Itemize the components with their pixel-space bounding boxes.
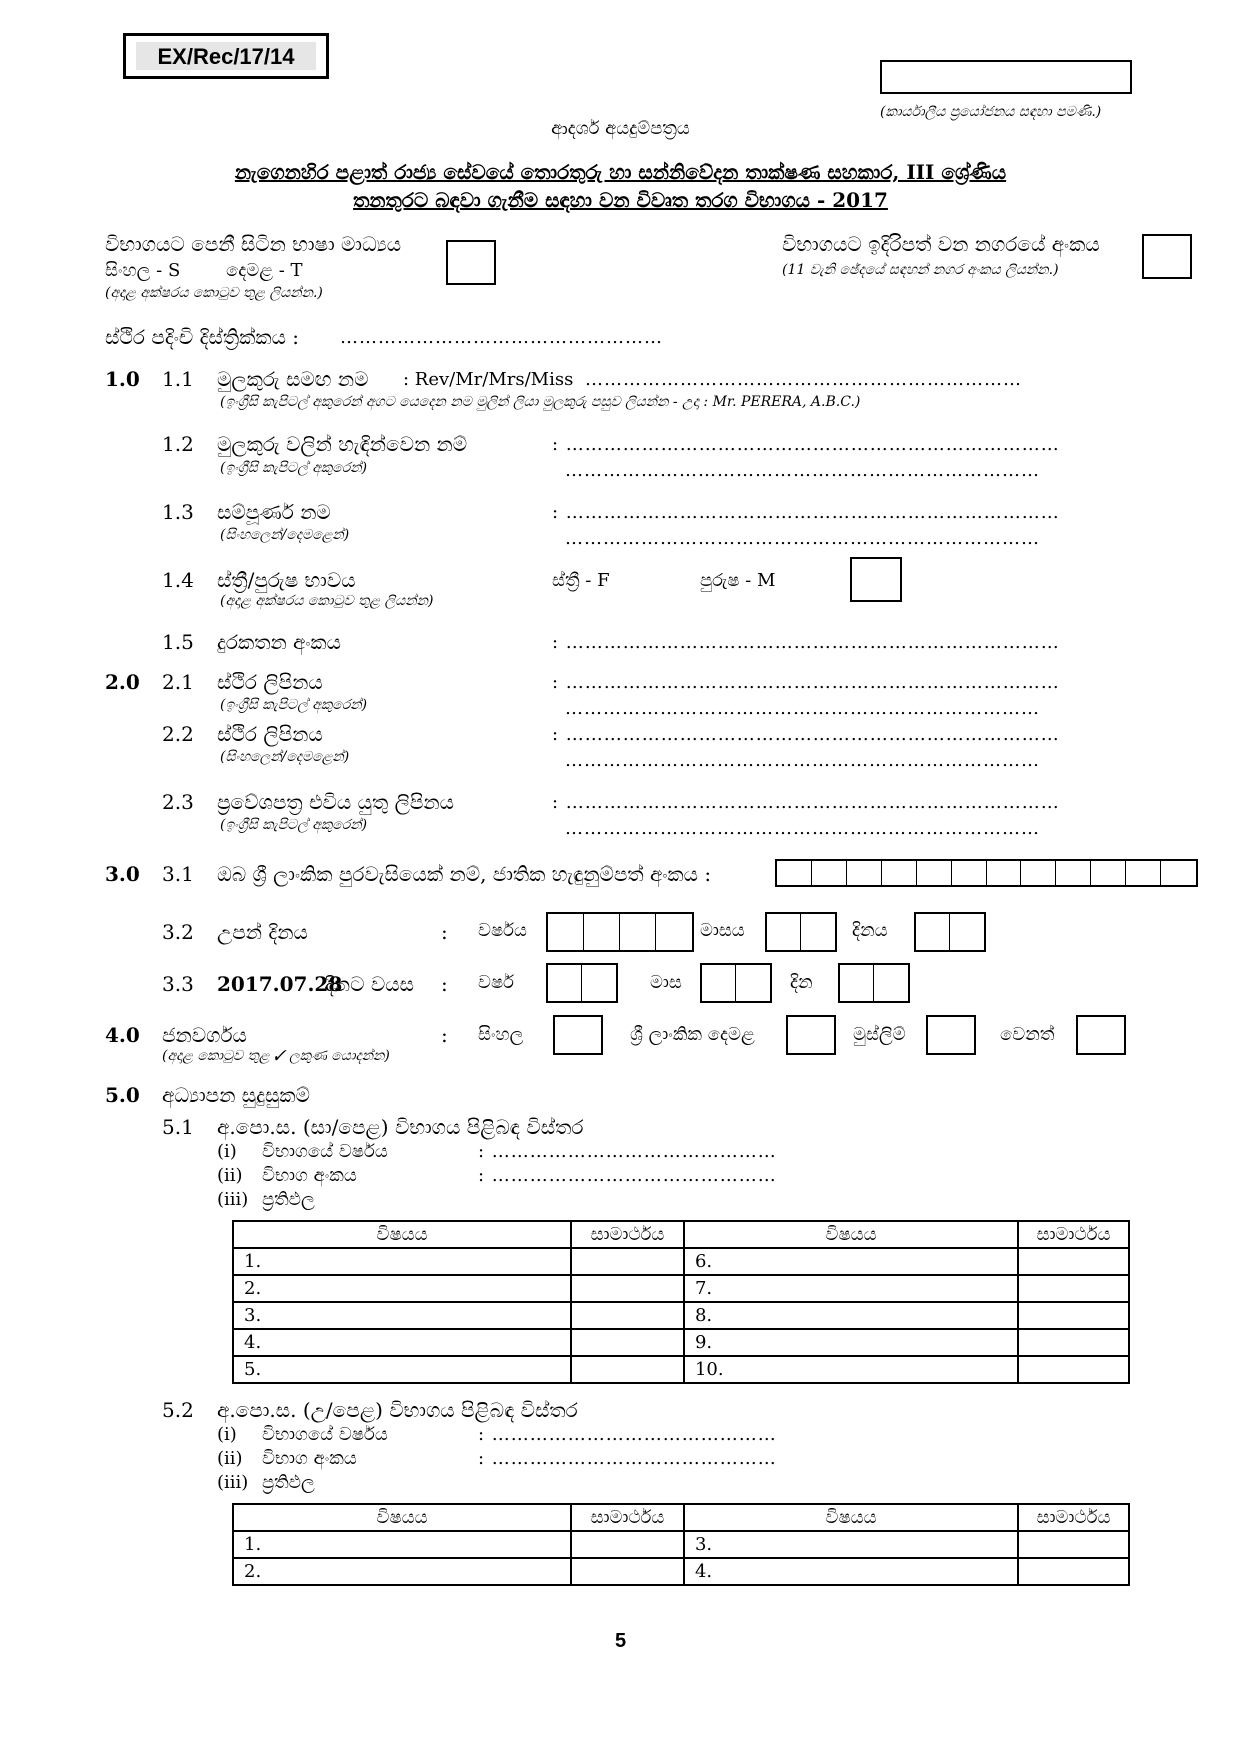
admission-address-dots-2[interactable]: ………………………………………………………………… bbox=[565, 818, 1040, 839]
nic-number-boxes[interactable] bbox=[775, 859, 1198, 887]
field-3-3-number: 3.3 bbox=[162, 972, 194, 996]
field-2-3-number: 2.3 bbox=[162, 790, 194, 814]
office-use-note: (කාර්යාලීය ප්‍රයෝජනය සඳහා පමණි.) bbox=[880, 104, 1102, 120]
form-title-line1: නැගෙනහිර පළාත් රාජ්‍ය සේවයේ තොරතුරු හා සන්නිවේදන තාක්ෂණ සහකාර, III ශ්‍රේණිය bbox=[234, 160, 1007, 184]
office-use-field[interactable] bbox=[880, 60, 1132, 94]
field-3-1-number: 3.1 bbox=[162, 862, 194, 886]
age-date: 2017.07.28 bbox=[217, 972, 343, 996]
dob-day-label: දිනය bbox=[852, 920, 888, 941]
dob-year-label: වර්ෂය bbox=[478, 920, 527, 941]
table-row bbox=[233, 1302, 1129, 1329]
grade-cell[interactable] bbox=[571, 1302, 684, 1329]
grade-cell[interactable] bbox=[1018, 1329, 1129, 1356]
al-exam-year-label: විභාගයේ වර්ෂය bbox=[262, 1424, 388, 1445]
ethnicity-other-label: වෙනත් bbox=[1000, 1024, 1055, 1045]
ethnicity-sinhala-label: සිංහල bbox=[478, 1024, 524, 1045]
age-month-boxes[interactable] bbox=[700, 963, 772, 1003]
grade-cell[interactable] bbox=[1018, 1356, 1129, 1383]
field-1-3-number: 1.3 bbox=[162, 500, 194, 524]
field-1-2-note: (ඉංග්‍රීසි කැපිටල් අකුරෙන්) bbox=[220, 460, 368, 476]
subject-cell[interactable]: 4. bbox=[684, 1558, 1018, 1585]
field-2-2-number: 2.2 bbox=[162, 722, 194, 746]
dob-colon: : bbox=[441, 920, 448, 944]
field-1-4-number: 1.4 bbox=[162, 568, 194, 592]
dob-day-boxes[interactable] bbox=[914, 912, 986, 952]
table-row bbox=[233, 1356, 1129, 1383]
gender-input-box[interactable] bbox=[850, 557, 902, 602]
education-label: අධ්‍යාපන සුදුසුකම් bbox=[162, 1083, 311, 1107]
age-year-label: වර්ෂ bbox=[478, 972, 514, 993]
al-item-iii-number: (iii) bbox=[217, 1472, 249, 1493]
al-item-ii-number: (ii) bbox=[217, 1448, 243, 1469]
ethnicity-note: (අදාළ කොටුව තුළ ✓ ලකුණ යොදන්න) bbox=[162, 1048, 390, 1064]
ol-index-dots[interactable]: : ……………………………………… bbox=[478, 1165, 777, 1186]
field-2-1-label: ස්ථිර ලිපිනය bbox=[217, 670, 323, 694]
al-results-label: ප්‍රතිඵල bbox=[262, 1472, 315, 1493]
dob-month-boxes[interactable] bbox=[765, 912, 837, 952]
table-row bbox=[233, 1248, 1129, 1275]
grade-cell[interactable] bbox=[1018, 1302, 1129, 1329]
dob-label: උපන් දිනය bbox=[217, 920, 308, 944]
subject-header: විෂයය bbox=[684, 1504, 1018, 1531]
table-row bbox=[233, 1531, 1129, 1558]
table-header-row bbox=[233, 1221, 1129, 1248]
ol-exam-year-dots[interactable]: : ……………………………………… bbox=[478, 1141, 777, 1162]
field-1-4-note: (අදාළ අක්ෂරය කොටුව තුළ ලියන්න) bbox=[220, 593, 434, 609]
field-2-3-label: ප්‍රවේශපත්‍ර එවිය යුතු ලිපිනය bbox=[217, 790, 455, 814]
section-3-number: 3.0 bbox=[105, 862, 140, 886]
ethnicity-colon: : bbox=[441, 1023, 448, 1047]
grade-cell[interactable] bbox=[571, 1329, 684, 1356]
reference-code-box bbox=[123, 33, 329, 79]
section-4-number: 4.0 bbox=[105, 1023, 140, 1047]
city-label: විභාගයට ඉදිරිපත් වන නගරයේ අංකය bbox=[782, 232, 1100, 256]
name-with-initials-dots[interactable]: …………………………………………………………… bbox=[585, 369, 1022, 390]
subject-cell[interactable]: 8. bbox=[684, 1302, 1018, 1329]
field-1-3-label: සම්පූර්ණ නම bbox=[217, 500, 331, 524]
title-options: : Rev/Mr/Mrs/Miss bbox=[403, 369, 574, 390]
ol-results-table bbox=[232, 1220, 1130, 1384]
subject-cell[interactable]: 10. bbox=[684, 1356, 1018, 1383]
field-1-2-label: මුලකුරු වලින් හැඳින්වෙන නම් bbox=[217, 432, 468, 456]
ol-item-iii-number: (iii) bbox=[217, 1189, 249, 1210]
grade-cell[interactable] bbox=[571, 1275, 684, 1302]
dob-month-label: මාසය bbox=[700, 920, 745, 941]
subject-cell[interactable]: 1. bbox=[233, 1248, 571, 1275]
dob-year-boxes[interactable] bbox=[546, 912, 694, 952]
subject-cell[interactable]: 4. bbox=[233, 1329, 571, 1356]
ol-item-i-number: (i) bbox=[217, 1141, 237, 1162]
ethnicity-other-box[interactable] bbox=[1076, 1015, 1126, 1055]
subject-header: විෂයය bbox=[233, 1221, 571, 1248]
form-title-line2: තනතුරට බඳවා ගැනීම සඳහා වන විවෘත තරග විභාගය - 2017 bbox=[353, 188, 888, 212]
grade-cell[interactable] bbox=[1018, 1558, 1129, 1585]
al-item-i-number: (i) bbox=[217, 1424, 237, 1445]
subject-cell[interactable]: 5. bbox=[233, 1356, 571, 1383]
ol-title: අ.පො.ස. (සා/පෙළ) විභාගය පිළිබඳ විස්තර bbox=[217, 1115, 584, 1139]
grade-cell[interactable] bbox=[1018, 1275, 1129, 1302]
nic-label: ඔබ ශ්‍රී ලාංකික පුරවැසියෙක් නම්, ජාතික හැඳුනුම්පත් අංකය : bbox=[217, 862, 712, 886]
field-1-3-note: (සිංහලෙන්/දෙමළෙන්) bbox=[220, 527, 350, 543]
field-1-1-number: 1.1 bbox=[162, 367, 194, 391]
subject-header: විෂයය bbox=[684, 1221, 1018, 1248]
al-number: 5.2 bbox=[162, 1398, 194, 1422]
field-2-1-note: (ඉංග්‍රීසි කැපිටල් අකුරෙන්) bbox=[220, 697, 368, 713]
subject-cell[interactable]: 2. bbox=[233, 1558, 571, 1585]
city-note: (11 වැනි ඡේදයේ සඳහන් නගර අංකය ලියන්න.) bbox=[782, 262, 1059, 278]
subject-header: විෂයය bbox=[233, 1504, 571, 1531]
subject-cell[interactable]: 6. bbox=[684, 1248, 1018, 1275]
section-2-number: 2.0 bbox=[105, 670, 140, 694]
grade-header: සාමාර්ථය bbox=[571, 1504, 684, 1531]
full-name-dots-2[interactable]: ………………………………………………………………… bbox=[565, 528, 1040, 549]
field-1-1-note: (ඉංග්‍රීසි කැපිටල් අකුරෙන් අගට යෙදෙන නම මුලින් ලියා මුලකුරු පසුව ලියන්න - උදා : Mr. PERERA, A.B.C.) bbox=[220, 394, 861, 410]
table-row bbox=[233, 1275, 1129, 1302]
district-dots[interactable]: …………………………………………… bbox=[340, 327, 663, 348]
ol-index-label: විභාග අංකය bbox=[262, 1165, 357, 1186]
ethnicity-muslim-box[interactable] bbox=[926, 1015, 976, 1055]
gender-female-option: ස්ත්‍රී - F bbox=[552, 570, 610, 591]
table-row bbox=[233, 1558, 1129, 1585]
field-3-2-number: 3.2 bbox=[162, 920, 194, 944]
age-label: දිනට වයස bbox=[325, 972, 414, 996]
section-1-number: 1.0 bbox=[105, 367, 140, 391]
ol-results-label: ප්‍රතිඵල bbox=[262, 1189, 315, 1210]
field-1-1-label: මුලකුරු සමඟ නම bbox=[217, 367, 369, 391]
city-input-box[interactable] bbox=[1142, 234, 1192, 279]
age-year-boxes[interactable] bbox=[546, 963, 618, 1003]
field-2-2-label: ස්ථිර ලිපිනය bbox=[217, 722, 323, 746]
section-5-number: 5.0 bbox=[105, 1083, 140, 1107]
al-index-dots[interactable]: : ……………………………………… bbox=[478, 1448, 777, 1469]
subject-cell[interactable]: 1. bbox=[233, 1531, 571, 1558]
grade-cell[interactable] bbox=[571, 1558, 684, 1585]
field-2-1-number: 2.1 bbox=[162, 670, 194, 694]
age-day-boxes[interactable] bbox=[838, 963, 910, 1003]
table-row bbox=[233, 1329, 1129, 1356]
medium-input-box[interactable] bbox=[446, 240, 496, 285]
medium-note: (අදාළ අක්ෂරය කොටුව තුළ ලියන්න.) bbox=[105, 285, 323, 301]
grade-cell[interactable] bbox=[571, 1248, 684, 1275]
permanent-address-si-dots-2[interactable]: ………………………………………………………………… bbox=[565, 750, 1040, 771]
subject-cell[interactable]: 3. bbox=[233, 1302, 571, 1329]
grade-cell[interactable] bbox=[571, 1356, 684, 1383]
al-results-table bbox=[232, 1503, 1130, 1586]
subject-cell[interactable]: 9. bbox=[684, 1329, 1018, 1356]
telephone-dots[interactable]: : …………………………………………………………………… bbox=[552, 632, 1060, 653]
al-exam-year-dots[interactable]: : ……………………………………… bbox=[478, 1424, 777, 1445]
ethnicity-tamil-label: ශ්‍රී ලාංකික දෙමළ bbox=[630, 1024, 755, 1045]
ol-item-ii-number: (ii) bbox=[217, 1165, 243, 1186]
grade-cell[interactable] bbox=[1018, 1248, 1129, 1275]
age-month-label: මාස bbox=[650, 972, 682, 993]
ol-exam-year-label: විභාගයේ වර්ෂය bbox=[262, 1141, 388, 1162]
model-application-label: ආදර්ශ අයදුම්පත්‍රය bbox=[551, 118, 690, 139]
subject-cell[interactable]: 7. bbox=[684, 1275, 1018, 1302]
district-label: ස්ථිර පදිංචි දිස්ත්‍රික්කය : bbox=[105, 325, 300, 349]
field-2-2-note: (සිංහලෙන්/දෙමළෙන්) bbox=[220, 749, 350, 765]
ethnicity-sinhala-box[interactable] bbox=[553, 1015, 603, 1055]
permanent-address-en-dots-2[interactable]: ………………………………………………………………… bbox=[565, 698, 1040, 719]
names-by-initials-dots-2[interactable]: ………………………………………………………………… bbox=[565, 460, 1040, 481]
gender-male-option: පුරුෂ - M bbox=[700, 570, 776, 591]
field-1-5-label: දුරකතන අංකය bbox=[217, 630, 342, 654]
subject-cell[interactable]: 3. bbox=[684, 1531, 1018, 1558]
age-day-label: දින bbox=[790, 972, 813, 993]
ethnicity-tamil-box[interactable] bbox=[786, 1015, 836, 1055]
page-number: 5 bbox=[614, 1630, 627, 1652]
ol-number: 5.1 bbox=[162, 1115, 194, 1139]
permanent-address-si-dots-1[interactable]: : …………………………………………………………………… bbox=[552, 724, 1060, 745]
full-name-dots-1[interactable]: : …………………………………………………………………… bbox=[552, 502, 1060, 523]
names-by-initials-dots-1[interactable]: : …………………………………………………………………… bbox=[552, 434, 1060, 455]
age-colon: : bbox=[441, 972, 448, 996]
medium-options: සිංහල - S දෙමළ - T bbox=[105, 260, 303, 281]
ethnicity-label: ජනවර්ගය bbox=[162, 1023, 247, 1047]
grade-header: සාමාර්ථය bbox=[571, 1221, 684, 1248]
reference-code: EX/Rec/17/14 bbox=[136, 42, 316, 70]
ethnicity-muslim-label: මුස්ලිම් bbox=[853, 1024, 906, 1045]
field-1-2-number: 1.2 bbox=[162, 432, 194, 456]
field-1-5-number: 1.5 bbox=[162, 630, 194, 654]
field-2-3-note: (ඉංග්‍රීසි කැපිටල් අකුරෙන්) bbox=[220, 817, 368, 833]
table-header-row bbox=[233, 1504, 1129, 1531]
field-1-4-label: ස්ත්‍රී/පුරුෂ භාවය bbox=[217, 568, 356, 592]
grade-header: සාමාර්ථය bbox=[1018, 1504, 1129, 1531]
admission-address-dots-1[interactable]: : …………………………………………………………………… bbox=[552, 792, 1060, 813]
grade-cell[interactable] bbox=[571, 1531, 684, 1558]
subject-cell[interactable]: 2. bbox=[233, 1275, 571, 1302]
grade-cell[interactable] bbox=[1018, 1531, 1129, 1558]
al-index-label: විභාග අංකය bbox=[262, 1448, 357, 1469]
medium-label: විභාගයට පෙනී සිටින භාෂා මාධ්‍යය bbox=[105, 232, 402, 256]
grade-header: සාමාර්ථය bbox=[1018, 1221, 1129, 1248]
al-title: අ.පො.ස. (උ/පෙළ) විභාගය පිළිබඳ විස්තර bbox=[217, 1398, 578, 1422]
permanent-address-en-dots-1[interactable]: : …………………………………………………………………… bbox=[552, 672, 1060, 693]
